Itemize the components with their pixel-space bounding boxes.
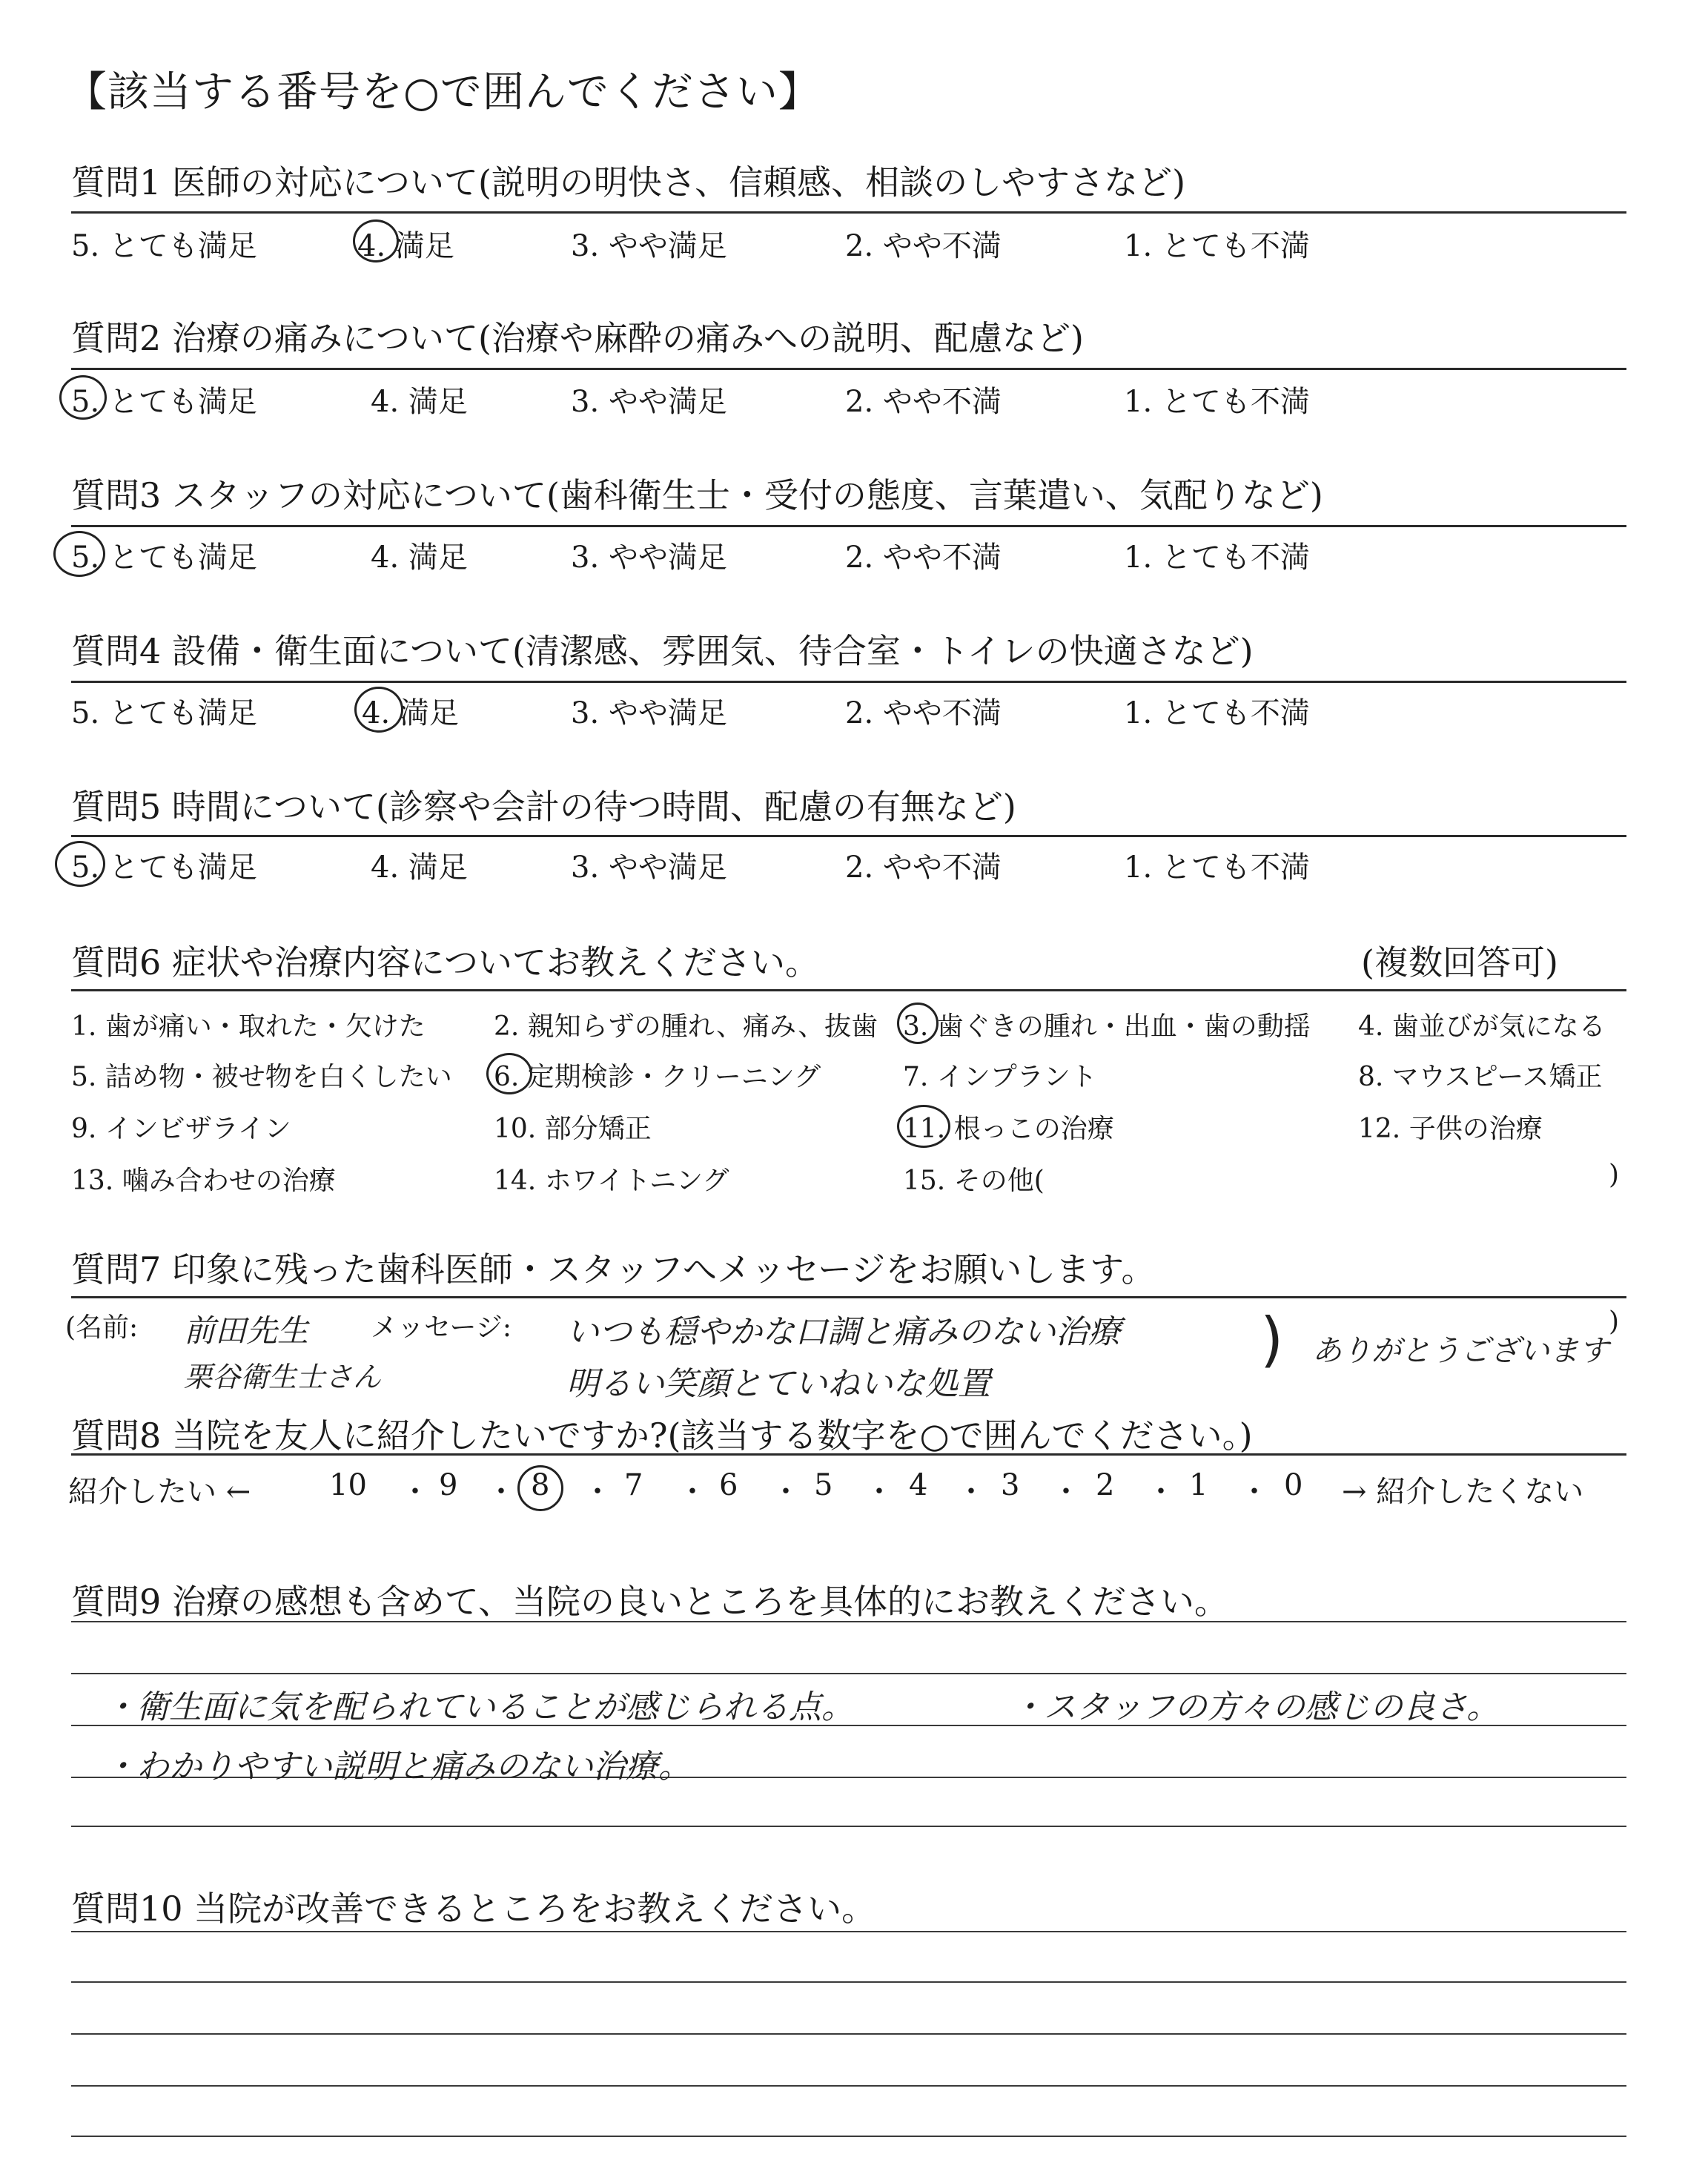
scale-value[interactable]: 10 [329,1468,367,1502]
divider [71,525,1626,527]
q6-option[interactable]: 13. 噛み合わせの治療 [71,1166,336,1196]
handwritten-name: 栗谷衛生士さん [184,1361,382,1393]
q6-option[interactable]: 5. 詰め物・被せ物を白くしたい [71,1062,452,1092]
writing-line [71,1673,1626,1674]
handwritten-message: 明るい笑顔とていねいな処置 [566,1365,990,1403]
q2-option-5[interactable]: 5. とても満足 [71,385,257,419]
question-2: 質問2 治療の痛みについて(治療や麻酔の痛みへの説明、配慮など) [71,318,1084,358]
selection-circle [53,531,105,577]
q3-option-3[interactable]: 3. やや満足 [571,541,727,575]
q2-option-4[interactable]: 4. 満足 [371,385,468,419]
q6-option[interactable]: 4. 歯並びが気になる [1358,1011,1606,1042]
q5-option-4[interactable]: 4. 満足 [371,851,468,885]
scale-separator: ・ [771,1475,801,1509]
scale-separator: ・ [583,1475,612,1509]
scale-value[interactable]: 2 [1096,1468,1115,1502]
question-1: 質問1 医師の対応について(説明の明快さ、信頼感、相談のしやすさなど) [71,162,1186,202]
scale-separator: ・ [1146,1475,1176,1509]
handwritten-answer: ・スタッフの方々の感じの良さ。 [1011,1688,1500,1726]
q3-option-2[interactable]: 2. やや不満 [845,541,1002,575]
q5-option-3[interactable]: 3. やや満足 [571,851,727,885]
q4-option-2[interactable]: 2. やや不満 [845,696,1002,730]
q6-option[interactable]: 10. 部分矯正 [494,1114,652,1144]
q6-option[interactable]: 1. 歯が痛い・取れた・欠けた [71,1011,426,1042]
scale-value[interactable]: 9 [439,1468,458,1502]
question-9: 質問9 治療の感想も含めて、当院の良いところを具体的にお教えください。 [71,1582,1228,1622]
selection-circle [897,1105,950,1148]
scale-separator: ・ [864,1475,894,1509]
handwritten-answer: ・衛生面に気を配られていることが感じられる点。 [104,1688,854,1726]
q3-option-1[interactable]: 1. とても不満 [1124,541,1310,575]
q1-option-5[interactable]: 5. とても満足 [71,229,257,263]
q3-option-4[interactable]: 4. 満足 [371,541,468,575]
scale-separator: ・ [1051,1475,1081,1509]
divider [71,211,1626,214]
question-10: 質問10 当院が改善できるところをお教えください。 [71,1889,876,1929]
q6-option[interactable]: 15. その他( [903,1166,1045,1196]
selection-circle [517,1465,563,1511]
multiple-answers-note: (複数回答可) [1361,942,1558,982]
q4-option-5[interactable]: 5. とても満足 [71,696,257,730]
question-4: 質問4 設備・衛生面について(清潔感、雰囲気、待合室・トイレの快適さなど) [71,631,1254,671]
name-label: (名前: [65,1312,139,1343]
divider [71,1296,1626,1298]
question-8: 質問8 当院を友人に紹介したいですか?(該当する数字を○で囲んでください。) [71,1416,1253,1456]
scale-separator: ・ [1239,1475,1269,1509]
handwritten-message: いつも穏やかな口調と痛みのない治療 [566,1313,1121,1351]
writing-line [71,1931,1626,1932]
q6-option[interactable]: 11. 根っこの治療 [903,1114,1114,1144]
q2-option-2[interactable]: 2. やや不満 [845,385,1002,419]
q6-option[interactable]: 12. 子供の治療 [1358,1114,1543,1144]
scale-value[interactable]: 5 [814,1468,833,1502]
scale-label-left: 紹介したい ← [68,1475,251,1509]
scale-separator: ・ [956,1475,986,1509]
divider [71,835,1626,837]
selection-circle [486,1053,532,1094]
message-label: メッセージ: [371,1312,512,1343]
divider [71,681,1626,683]
handwritten-answer: ・わかりやすい説明と痛みのない治療。 [104,1748,691,1786]
selection-circle [55,841,105,887]
q3-option-5[interactable]: 5. とても満足 [71,541,257,575]
scale-value[interactable]: 7 [624,1468,643,1502]
q1-option-3[interactable]: 3. やや満足 [571,229,727,263]
selection-circle [897,1003,939,1044]
close-paren: ) [1609,1307,1620,1337]
q4-option-3[interactable]: 3. やや満足 [571,696,727,730]
q5-option-5[interactable]: 5. とても満足 [71,851,257,885]
scale-label-right: → 紹介したくない [1342,1475,1584,1509]
q2-option-3[interactable]: 3. やや満足 [571,385,727,419]
q6-option[interactable]: 3. 歯ぐきの腫れ・出血・歯の動揺 [903,1011,1311,1042]
scale-value[interactable]: 0 [1284,1468,1303,1502]
scale-value[interactable]: 4 [909,1468,928,1502]
q6-option[interactable]: 6. 定期検診・クリーニング [494,1062,821,1092]
divider [71,1453,1626,1456]
writing-line [71,2033,1626,2035]
q1-option-4[interactable]: 4. 満足 [357,229,454,263]
handwritten-name: 前田先生 [184,1312,309,1349]
close-paren: ) [1609,1160,1620,1190]
q6-option[interactable]: 7. インプラント [903,1062,1097,1092]
writing-line [71,1981,1626,1983]
divider [71,989,1626,991]
q4-option-4[interactable]: 4. 満足 [362,696,459,730]
q5-option-2[interactable]: 2. やや不満 [845,851,1002,885]
q6-option[interactable]: 2. 親知らずの腫れ、痛み、抜歯 [494,1011,878,1042]
writing-line [71,2085,1626,2087]
scale-separator: ・ [678,1475,707,1509]
scale-value[interactable]: 1 [1189,1468,1208,1502]
scale-value[interactable]: 8 [531,1468,550,1502]
scale-separator: ・ [400,1475,430,1509]
q1-option-2[interactable]: 2. やや不満 [845,229,1002,263]
q6-option[interactable]: 9. インビザライン [71,1114,291,1144]
handwritten-message: ありがとうございます [1312,1334,1609,1368]
scale-separator: ・ [486,1475,516,1509]
question-3: 質問3 スタッフの対応について(歯科衛生士・受付の態度、言葉遣い、気配りなど) [71,475,1323,515]
writing-line [71,1621,1626,1622]
selection-circle [59,375,107,420]
q4-option-1[interactable]: 1. とても不満 [1124,696,1310,730]
q1-option-1[interactable]: 1. とても不満 [1124,229,1310,263]
writing-line [71,1826,1626,1827]
question-7: 質問7 印象に残った歯科医師・スタッフへメッセージをお願いします。 [71,1249,1156,1289]
selection-circle [353,219,399,262]
question-6: 質問6 症状や治療内容についてお教えください。 [71,942,819,982]
q2-option-1[interactable]: 1. とても不満 [1124,385,1310,419]
scale-value[interactable]: 3 [1001,1468,1020,1502]
selection-circle [354,687,403,733]
writing-line [71,2136,1626,2137]
q6-option[interactable]: 8. マウスピース矯正 [1358,1062,1603,1092]
page-title: 【該当する番号を○で囲んでください】 [65,68,821,116]
divider [71,368,1626,370]
q5-option-1[interactable]: 1. とても不満 [1124,851,1310,885]
q6-option[interactable]: 14. ホワイトニング [494,1166,729,1196]
bracket: ) [1260,1305,1284,1374]
scale-value[interactable]: 6 [719,1468,738,1502]
question-5: 質問5 時間について(診察や会計の待つ時間、配慮の有無など) [71,787,1016,827]
